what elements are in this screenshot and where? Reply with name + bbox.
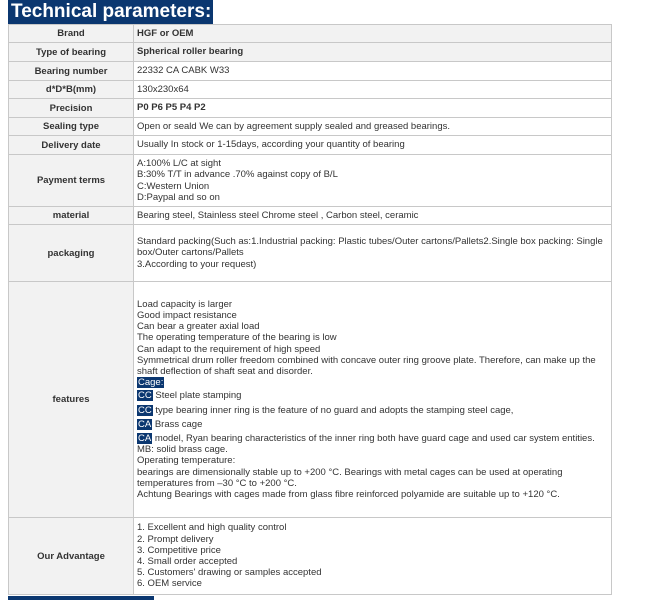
text-line: 3. Competitive price bbox=[137, 544, 221, 556]
row-label: packaging bbox=[9, 225, 134, 282]
row-value: HGF or OEM bbox=[134, 25, 612, 43]
cage-item-text: Steel plate stamping bbox=[152, 390, 242, 402]
row-value bbox=[134, 282, 612, 518]
table-row bbox=[9, 136, 612, 155]
footer-bar bbox=[8, 596, 154, 600]
row-label: Bearing number bbox=[9, 62, 134, 81]
row-label: Brand bbox=[9, 25, 134, 43]
cage-code-highlight: CA bbox=[138, 418, 152, 430]
text-line: Operating temperature: bbox=[137, 455, 236, 467]
row-label: Type of bearing bbox=[9, 43, 134, 62]
table-row bbox=[9, 155, 612, 207]
cage-code-highlight: CC bbox=[138, 404, 152, 416]
text-line: 4. Small order accepted bbox=[137, 556, 238, 567]
table-row bbox=[9, 282, 612, 518]
cage-item bbox=[137, 405, 609, 416]
section-heading: Technical parameters: bbox=[8, 0, 213, 24]
cage-item bbox=[137, 419, 609, 430]
row-label: Payment terms bbox=[9, 155, 134, 207]
table-row bbox=[9, 99, 612, 118]
text-line: A:100% L/C at sight bbox=[137, 158, 221, 170]
row-value bbox=[134, 225, 612, 282]
row-label: Precision bbox=[9, 99, 134, 118]
text-line: 3.According to your request) bbox=[137, 258, 257, 270]
text-line: B:30% T/T in advance .70% against copy of B/L bbox=[137, 169, 338, 181]
text-line: Can bear a greater axial load bbox=[137, 321, 260, 333]
cage-item-text: type bearing inner ring is the feature of no guard and adopts the stamping steel cage, bbox=[152, 404, 514, 416]
text-line: D:Paypal and so on bbox=[137, 191, 220, 203]
text-line: Load capacity is larger bbox=[137, 298, 233, 310]
row-value: 22332 CA CABK W33 bbox=[134, 62, 612, 81]
cage-item bbox=[137, 433, 609, 444]
text-line: 2. Prompt delivery bbox=[137, 533, 214, 545]
text-line: Standard packing(Such as:1.Industrial packing: Plastic tubes/Outer cartons/Pallets2.Single box packing: Single box/Outer cartons/Pallets bbox=[137, 236, 603, 259]
table-row bbox=[9, 118, 612, 136]
row-value: Bearing steel, Stainless steel Chrome steel , Carbon steel, ceramic bbox=[134, 207, 612, 225]
row-label: Delivery date bbox=[9, 136, 134, 155]
cage-code-highlight: CA bbox=[138, 433, 152, 444]
table-row bbox=[9, 25, 612, 43]
text-line: C:Western Union bbox=[137, 180, 210, 192]
text-line: Can adapt to the requirement of high speed bbox=[137, 343, 321, 355]
cage-item bbox=[137, 390, 609, 401]
row-label: Sealing type bbox=[9, 118, 134, 136]
row-label: features bbox=[9, 282, 134, 518]
row-value bbox=[134, 155, 612, 207]
row-label: d*D*B(mm) bbox=[9, 81, 134, 99]
text-line: Symmetrical drum roller freedom combined with concave outer ring groove plate. Therefore, can make up the shaft deflection of shaft seat and disorder. bbox=[137, 354, 596, 377]
row-value: Usually In stock or 1-15days, according your quantity of bearing bbox=[134, 136, 612, 155]
row-label: Our Advantage bbox=[9, 518, 134, 595]
text-line: The operating temperature of the bearing is low bbox=[137, 332, 337, 344]
text-line: 1. Excellent and high quality control bbox=[137, 522, 287, 534]
cage-item-text: Brass cage bbox=[152, 418, 203, 430]
text-line: 6. OEM service bbox=[137, 578, 202, 590]
row-value: Spherical roller bearing bbox=[134, 43, 612, 62]
row-value: 130x230x64 bbox=[134, 81, 612, 99]
table-row bbox=[9, 43, 612, 62]
row-value: P0 P6 P5 P4 P2 bbox=[134, 99, 612, 118]
row-label: material bbox=[9, 207, 134, 225]
text-line: bearings are dimensionally stable up to +200 °C. Bearings with metal cages can be used at operating temperatures from –30 °C to +200 °C. bbox=[137, 466, 563, 489]
cage-code-highlight: CC bbox=[138, 390, 152, 402]
technical-parameters-table bbox=[8, 24, 612, 595]
table-row bbox=[9, 62, 612, 81]
table-row bbox=[9, 207, 612, 225]
table-row bbox=[9, 518, 612, 595]
cage-item-text: model, Ryan bearing characteristics of the inner ring both have guard cage and used car system entities. bbox=[152, 433, 595, 444]
text-line: 5. Customers' drawing or samples accepted bbox=[137, 567, 322, 579]
table-row bbox=[9, 225, 612, 282]
text-line: Good impact resistance bbox=[137, 309, 237, 321]
cage-label-highlight: Cage: bbox=[138, 377, 164, 389]
row-value bbox=[134, 518, 612, 595]
row-value: Open or seald We can by agreement supply sealed and greased bearings. bbox=[134, 118, 612, 136]
text-line: Achtung Bearings with cages made from glass fibre reinforced polyamide are suitable up to +120 °C. bbox=[137, 489, 560, 501]
text-line: MB: solid brass cage. bbox=[137, 444, 228, 456]
cage-heading bbox=[137, 377, 609, 388]
table-row bbox=[9, 81, 612, 99]
